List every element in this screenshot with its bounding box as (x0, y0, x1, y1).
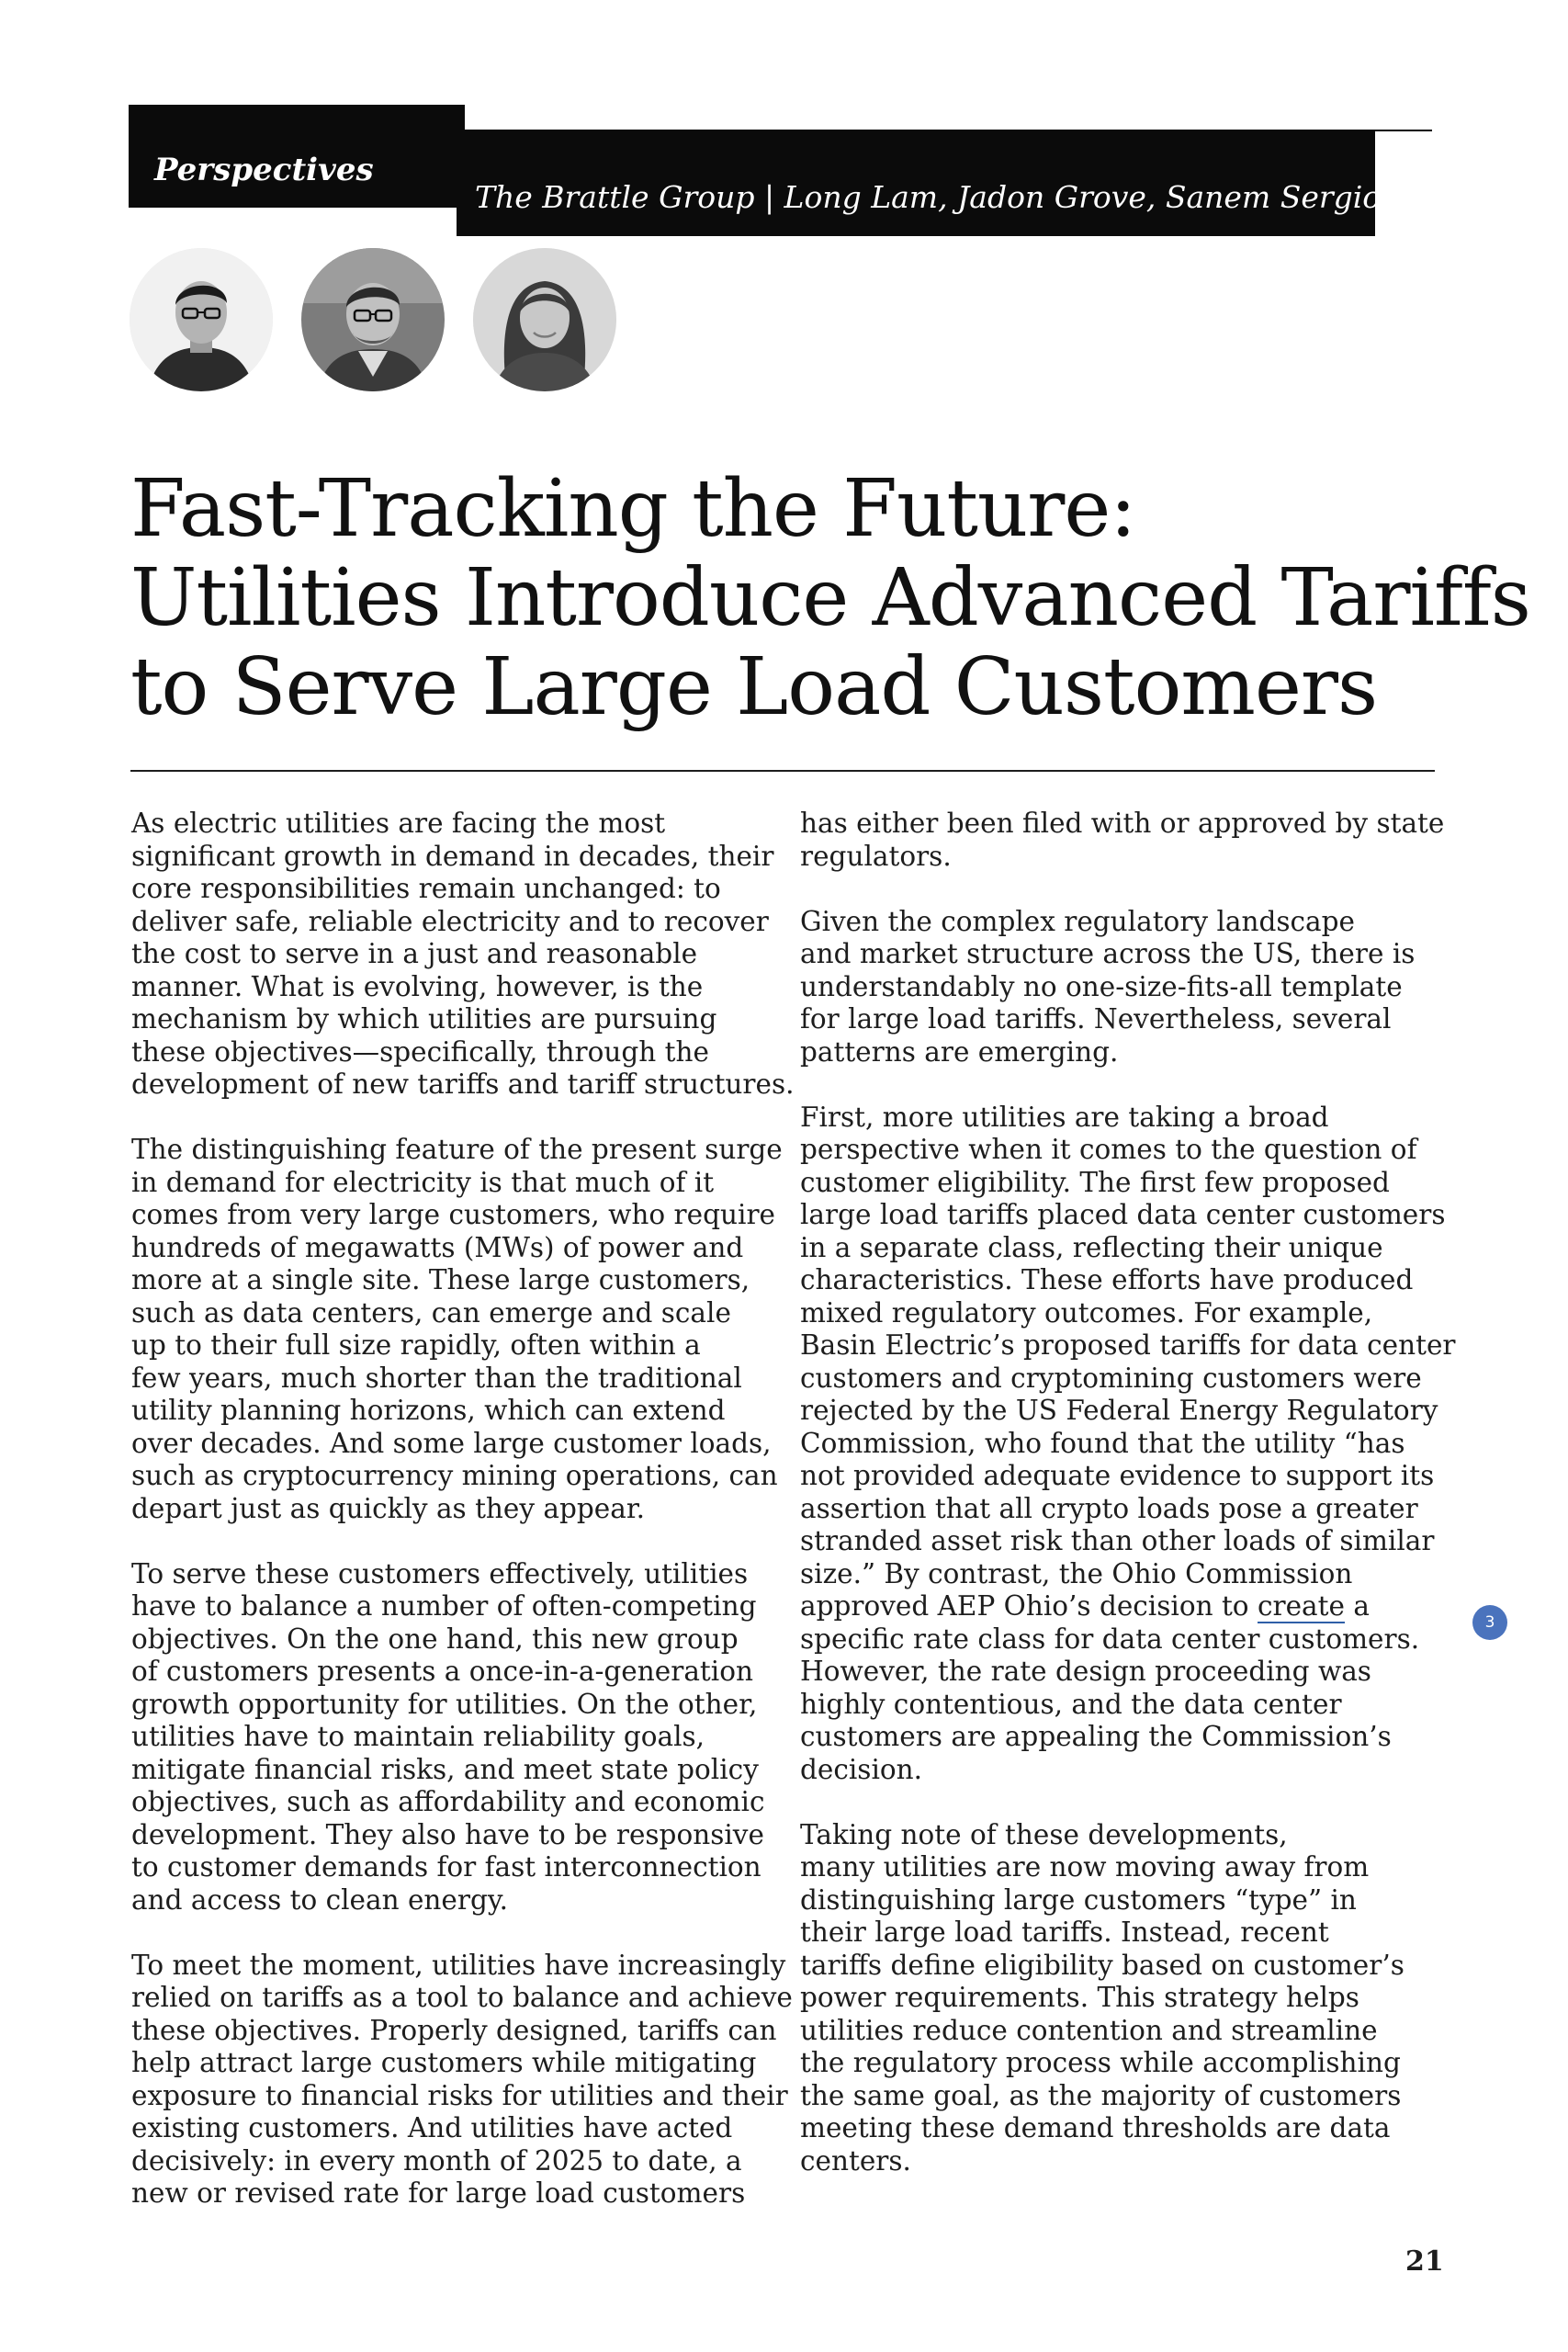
text-line: more at a single site. These large customers, (131, 1264, 750, 1295)
text-line: Commission, who found that the utility “has (800, 1427, 1405, 1459)
text-line: Basin Electric’s proposed tariffs for data center (800, 1329, 1456, 1361)
text-line: significant growth in demand in decades, their (131, 840, 774, 872)
text-line: have to balance a number of often-competing (131, 1590, 757, 1622)
paragraph (800, 1101, 1456, 1787)
text-line: mechanism by which utilities are pursuing (131, 1003, 717, 1035)
text-line: deliver safe, reliable electricity and to recover (131, 905, 769, 937)
text-line: tariffs define eligibility based on customer’s (800, 1949, 1404, 1981)
text-line: perspective when it comes to the question of (800, 1134, 1417, 1165)
title-line: Fast-Tracking the Future: (130, 463, 1136, 555)
text-line: development. They also have to be responsive (131, 1818, 764, 1850)
text-line: and access to clean energy. (131, 1883, 508, 1916)
paragraph (800, 808, 1443, 873)
person-portrait-icon (473, 248, 616, 391)
text-run: a (1344, 1590, 1370, 1622)
title-line: Utilities Introduce Advanced Tariffs (130, 552, 1530, 644)
text-line: development of new tariffs and tariff structures. (131, 1069, 795, 1100)
text-line: power requirements. This strategy helps (800, 1982, 1359, 2013)
paragraph (131, 1949, 793, 2211)
text-line: existing customers. And utilities have acted (131, 2112, 733, 2143)
text-line: and market structure across the US, there is (800, 938, 1416, 969)
text-line: to customer demands for fast interconnection (131, 1851, 761, 1883)
text-line: their large load tariffs. Instead, recent (800, 1917, 1329, 1948)
text-line: Given the complex regulatory landscape (800, 905, 1355, 937)
text-line: objectives. On the one hand, this new group (131, 1623, 739, 1655)
text-line: few years, much shorter than the traditional (131, 1362, 742, 1394)
body-column-left (131, 808, 795, 2211)
text-line: new or revised rate for large load customers (131, 2177, 746, 2209)
text-line: such as data centers, can emerge and scale (131, 1296, 731, 1329)
text-line: core responsibilities remain unchanged: to (131, 873, 721, 904)
text-line: decision. (800, 1753, 923, 1785)
text-line: not provided adequate evidence to support its (800, 1460, 1435, 1491)
paragraph (131, 1558, 774, 1917)
text-line: highly contentious, and the data center (800, 1688, 1342, 1720)
person-portrait-icon (301, 248, 445, 391)
footnote-marker[interactable]: 3 (1472, 1605, 1507, 1640)
text-line: size.” By contrast, the Ohio Commission (800, 1557, 1353, 1589)
text-line: mitigate financial risks, and meet state policy (131, 1753, 759, 1785)
text-line: customer eligibility. The first few proposed (800, 1166, 1390, 1198)
text-line: help attract large customers while mitigating (131, 2047, 757, 2078)
create-link[interactable]: create (1257, 1590, 1345, 1622)
text-line: the same goal, as the majority of customers (800, 2079, 1402, 2111)
text-line (800, 1590, 1443, 1623)
body-column-right (800, 808, 1456, 2177)
header-rule (1375, 130, 1432, 131)
text-line: distinguishing large customers “type” in (800, 1883, 1357, 1916)
section-label: Perspectives (154, 152, 374, 188)
text-line: understandably no one-size-fits-all template (800, 970, 1403, 1002)
page-number: 21 (1405, 2245, 1444, 2278)
title-rule (130, 770, 1435, 772)
text-line: specific rate class for data center customers. (800, 1623, 1420, 1655)
text-line: decisively: in every month of 2025 to date, a (131, 2144, 742, 2177)
text-line: First, more utilities are taking a broad (800, 1101, 1329, 1133)
text-line: many utilities are now moving away from (800, 1851, 1370, 1883)
text-line: utilities reduce contention and streamline (800, 2014, 1378, 2046)
text-line: the cost to serve in a just and reasonable (131, 938, 698, 969)
text-line: patterns are emerging. (800, 1035, 1119, 1068)
text-line: The distinguishing feature of the present surge (131, 1134, 783, 1165)
text-line: regulators. (800, 840, 952, 872)
text-line: for large load tariffs. Nevertheless, several (800, 1003, 1392, 1035)
author-photo-long-lam (130, 248, 273, 391)
text-line: customers are appealing the Commission’s (800, 1721, 1392, 1752)
text-line: To meet the moment, utilities have increasingly (131, 1949, 786, 1981)
text-line: up to their full size rapidly, often within a (131, 1329, 701, 1361)
text-line: customers and cryptomining customers were (800, 1362, 1422, 1394)
text-line: characteristics. These efforts have produced (800, 1264, 1414, 1295)
article-title (130, 463, 1530, 733)
text-line: Taking note of these developments, (800, 1818, 1288, 1850)
text-line: has either been filed with or approved by state (800, 808, 1445, 839)
text-line: objectives, such as affordability and economic (131, 1786, 765, 1817)
text-line: such as cryptocurrency mining operations, can (131, 1460, 778, 1491)
text-line: rejected by the US Federal Energy Regulatory (800, 1395, 1438, 1426)
text-line: over decades. And some large customer loads, (131, 1427, 772, 1459)
title-line: to Serve Large Load Customers (130, 641, 1378, 733)
text-line: large load tariffs placed data center customers (800, 1199, 1446, 1230)
text-line: meeting these demand thresholds are data (800, 2112, 1391, 2143)
text-line: depart just as quickly as they appear. (131, 1492, 646, 1524)
paragraph (131, 808, 795, 1102)
text-line: centers. (800, 2144, 911, 2177)
text-line: these objectives. Properly designed, tariffs can (131, 2014, 777, 2046)
text-line: relied on tariffs as a tool to balance and achieve (131, 1982, 793, 2013)
text-line: As electric utilities are facing the most (131, 808, 666, 839)
text-run: approved AEP Ohio’s decision to (800, 1590, 1258, 1622)
text-line: manner. What is evolving, however, is the (131, 970, 704, 1002)
text-line: stranded asset risk than other loads of similar (800, 1525, 1435, 1556)
person-portrait-icon (130, 248, 273, 391)
text-line: mixed regulatory outcomes. For example, (800, 1296, 1373, 1329)
text-line: utility planning horizons, which can extend (131, 1395, 726, 1426)
paragraph (800, 1819, 1443, 2178)
text-line: in a separate class, reflecting their unique (800, 1231, 1383, 1263)
text-line: of customers presents a once-in-a-generation (131, 1656, 753, 1687)
text-line: utilities have to maintain reliability goals, (131, 1721, 705, 1752)
text-line: comes from very large customers, who require (131, 1199, 775, 1230)
paragraph (800, 906, 1443, 1069)
text-line: the regulatory process while accomplishing (800, 2047, 1401, 2078)
text-line: assertion that all crypto loads pose a greater (800, 1492, 1418, 1524)
byline: The Brattle Group | Long Lam, Jadon Grove, Sanem Sergici (475, 179, 1390, 215)
text-line: hundreds of megawatts (MWs) of power and (131, 1231, 744, 1263)
text-line: in demand for electricity is that much of it (131, 1166, 715, 1198)
text-line: However, the rate design proceeding was (800, 1656, 1371, 1687)
author-photo-jadon-grove (301, 248, 445, 391)
text-line: To serve these customers effectively, utilities (131, 1557, 749, 1589)
text-line: growth opportunity for utilities. On the other, (131, 1688, 758, 1720)
text-line: these objectives—specifically, through the (131, 1035, 709, 1068)
author-photo-sanem-sergici (473, 248, 616, 391)
text-line: exposure to financial risks for utilities and their (131, 2079, 788, 2111)
paragraph (131, 1134, 783, 1525)
